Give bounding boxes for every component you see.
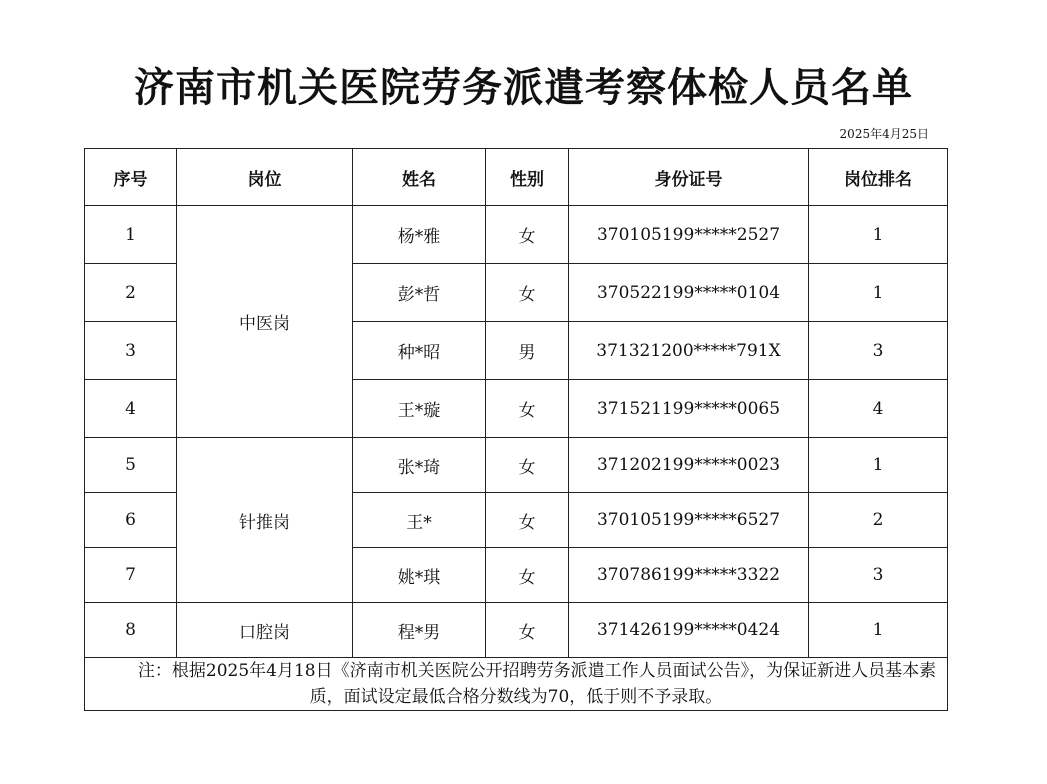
row-gender: 女	[486, 380, 569, 438]
row-name: 王*璇	[353, 380, 486, 438]
row-name: 王*	[353, 493, 486, 548]
row-index: 8	[85, 603, 177, 658]
document-title: 济南市机关医院劳务派遣考察体检人员名单	[134, 65, 913, 111]
row-gender: 女	[486, 493, 569, 548]
row-id: 370105199*****2527	[569, 206, 809, 264]
header-rank: 岗位排名	[809, 149, 948, 206]
row-index: 3	[85, 322, 177, 380]
row-gender: 女	[486, 548, 569, 603]
row-gender: 女	[486, 264, 569, 322]
row-gender: 女	[486, 603, 569, 658]
row-name: 杨*雅	[353, 206, 486, 264]
row-rank: 1	[809, 206, 948, 264]
row-index: 4	[85, 380, 177, 438]
row-rank: 1	[809, 438, 948, 493]
row-id: 371426199*****0424	[569, 603, 809, 658]
position-cell: 中医岗	[177, 206, 353, 438]
row-name: 张*琦	[353, 438, 486, 493]
note-row	[85, 658, 948, 711]
row-rank: 2	[809, 493, 948, 548]
note-text: 注：根据2025年4月18日《济南市机关医院公开招聘劳务派遣工作人员面试公告》，为保证新进人员基本素质，面试设定最低合格分数线为70，低于则不予录取。	[137, 661, 937, 707]
row-id: 371521199*****0065	[569, 380, 809, 438]
note-cell	[85, 658, 948, 711]
row-rank: 4	[809, 380, 948, 438]
row-gender: 女	[486, 206, 569, 264]
row-id: 371202199*****0023	[569, 438, 809, 493]
row-index: 6	[85, 493, 177, 548]
position-cell: 针推岗	[177, 438, 353, 603]
row-index: 7	[85, 548, 177, 603]
header-position: 岗位	[177, 149, 353, 206]
row-rank: 3	[809, 548, 948, 603]
row-index: 2	[85, 264, 177, 322]
roster-table	[84, 148, 948, 711]
row-index: 1	[85, 206, 177, 264]
header-gender: 性别	[486, 149, 569, 206]
row-gender: 女	[486, 438, 569, 493]
row-index: 5	[85, 438, 177, 493]
table-row	[85, 438, 948, 493]
row-id: 370786199*****3322	[569, 548, 809, 603]
document-date: 2025年4月25日	[839, 127, 929, 141]
header-id-number: 身份证号	[569, 149, 809, 206]
row-rank: 1	[809, 603, 948, 658]
row-name: 程*男	[353, 603, 486, 658]
row-name: 种*昭	[353, 322, 486, 380]
row-id: 371321200*****791X	[569, 322, 809, 380]
row-gender: 男	[486, 322, 569, 380]
header-name: 姓名	[353, 149, 486, 206]
header-row	[85, 149, 948, 206]
table-row	[85, 603, 948, 658]
row-name: 彭*哲	[353, 264, 486, 322]
header-index: 序号	[85, 149, 177, 206]
row-id: 370105199*****6527	[569, 493, 809, 548]
position-cell: 口腔岗	[177, 603, 353, 658]
row-rank: 1	[809, 264, 948, 322]
row-name: 姚*琪	[353, 548, 486, 603]
row-id: 370522199*****0104	[569, 264, 809, 322]
row-rank: 3	[809, 322, 948, 380]
table-row	[85, 206, 948, 264]
